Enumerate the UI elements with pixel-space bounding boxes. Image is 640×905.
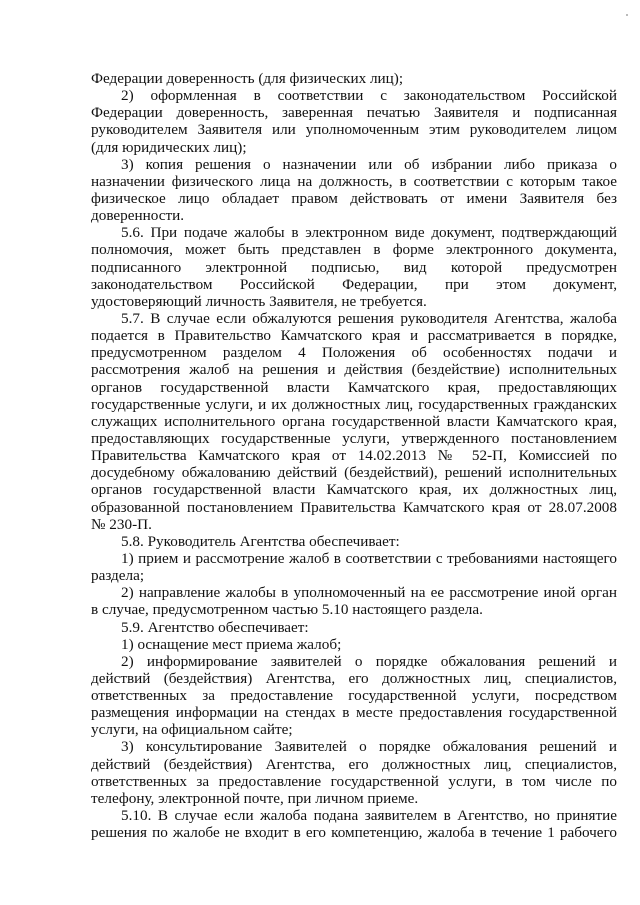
text-line: 5.9. Агентство обеспечивает: [121,618,309,636]
text-line: Федерации доверенность, заверенная печатью Заявителя и подписанная [91,104,617,122]
scan-speck [626,14,628,16]
text-line: полномочия, может быть представлен в форме электронного документа, [91,241,617,259]
text-line: услуги, на официальном сайте; [91,721,293,739]
text-line: 1) оснащение мест приема жалоб; [121,635,342,653]
text-line: рассмотрения жалоб на решения и действия (бездействие) исполнительных [91,361,617,379]
text-line: в случае, предусмотренном частью 5.10 настоящего раздела. [91,601,483,619]
text-line: ответственных за предоставление государственной услуги, посредством [91,687,617,705]
text-line: подписанного электронной подписью, вид которой предусмотрен [91,258,617,276]
text-line: назначении физического лица на должность, в соответствии с которым такое [91,172,617,190]
document-page [91,70,617,841]
text-line: 2) информирование заявителей о порядке обжалования решений и [121,652,617,670]
text-line: раздела; [91,567,145,585]
text-line: 5.6. При подаче жалобы в электронном виде документ, подтверждающий [121,224,617,242]
text-line: служащих исполнительного органа государственной власти Камчатского края, [91,412,617,430]
text-line: 5.7. В случае если обжалуются решения руководителя Агентства, жалоба [121,309,617,327]
text-line: Федерации доверенность (для физических лиц); [91,70,404,87]
text-line: подается в Правительство Камчатского края и рассматривается в порядке, [91,327,617,345]
text-line: 2) направление жалобы в уполномоченный на ее рассмотрение иной орган [121,584,617,602]
text-line: 3) консультирование Заявителей о порядке обжалования решений и [121,738,617,756]
text-line: (для юридических лиц); [91,138,247,156]
text-line: Правительства Камчатского края от 14.02.2013 № 52-П, Комиссией по [91,447,617,465]
text-line: досудебному обжалованию действий (бездействий), решений исполнительных [91,464,617,482]
text-line: размещения информации на стендах в месте предоставления государственной [91,704,617,722]
text-line: предоставляющих государственные услуги, утвержденного постановлением [91,429,617,447]
text-line: образованной постановлением Правительства Камчатского края от 28.07.2008 [91,498,617,516]
text-line: физическое лицо обладает правом действовать от имени Заявителя без [91,189,617,207]
text-line: удостоверяющий личность Заявителя, не требуется. [91,292,427,310]
text-line: государственные услуги, и их должностных лиц, государственных гражданских [91,395,617,413]
text-line: № 230-П. [91,515,152,533]
text-line: ответственных за предоставление государственной услуги, в том числе по [91,772,617,790]
text-line: 1) прием и рассмотрение жалоб в соответствии с требованиями настоящего [121,549,617,567]
text-line: законодательством Российской Федерации, при этом документ, [91,275,617,293]
text-line: органов государственной власти Камчатского края, предоставляющих [91,378,617,396]
text-line: руководителем Заявителя или уполномоченным этим руководителем лицом [91,121,617,139]
text-line: 2) оформленная в соответствии с законодательством Российской [121,87,617,105]
text-line: решения по жалобе не входит в его компетенцию, жалоба в течение 1 рабочего [91,824,617,842]
text-line: предусмотренном разделом 4 Положения об особенностях подачи и [91,344,617,362]
text-line: 5.8. Руководитель Агентства обеспечивает: [121,532,400,550]
text-line: действий (бездействия) Агентства, его должностных лиц, специалистов, [91,669,617,687]
text-line: органов государственной власти Камчатского края, их должностных лиц, [91,481,617,499]
text-line: телефону, электронной почте, при личном приеме. [91,789,419,807]
text-line: 5.10. В случае если жалоба подана заявителем в Агентство, но принятие [121,807,617,825]
text-line: 3) копия решения о назначении или об избрании либо приказа о [121,155,617,173]
text-line: доверенности. [91,207,185,225]
text-line: действий (бездействия) Агентства, его должностных лиц, специалистов, [91,755,617,773]
